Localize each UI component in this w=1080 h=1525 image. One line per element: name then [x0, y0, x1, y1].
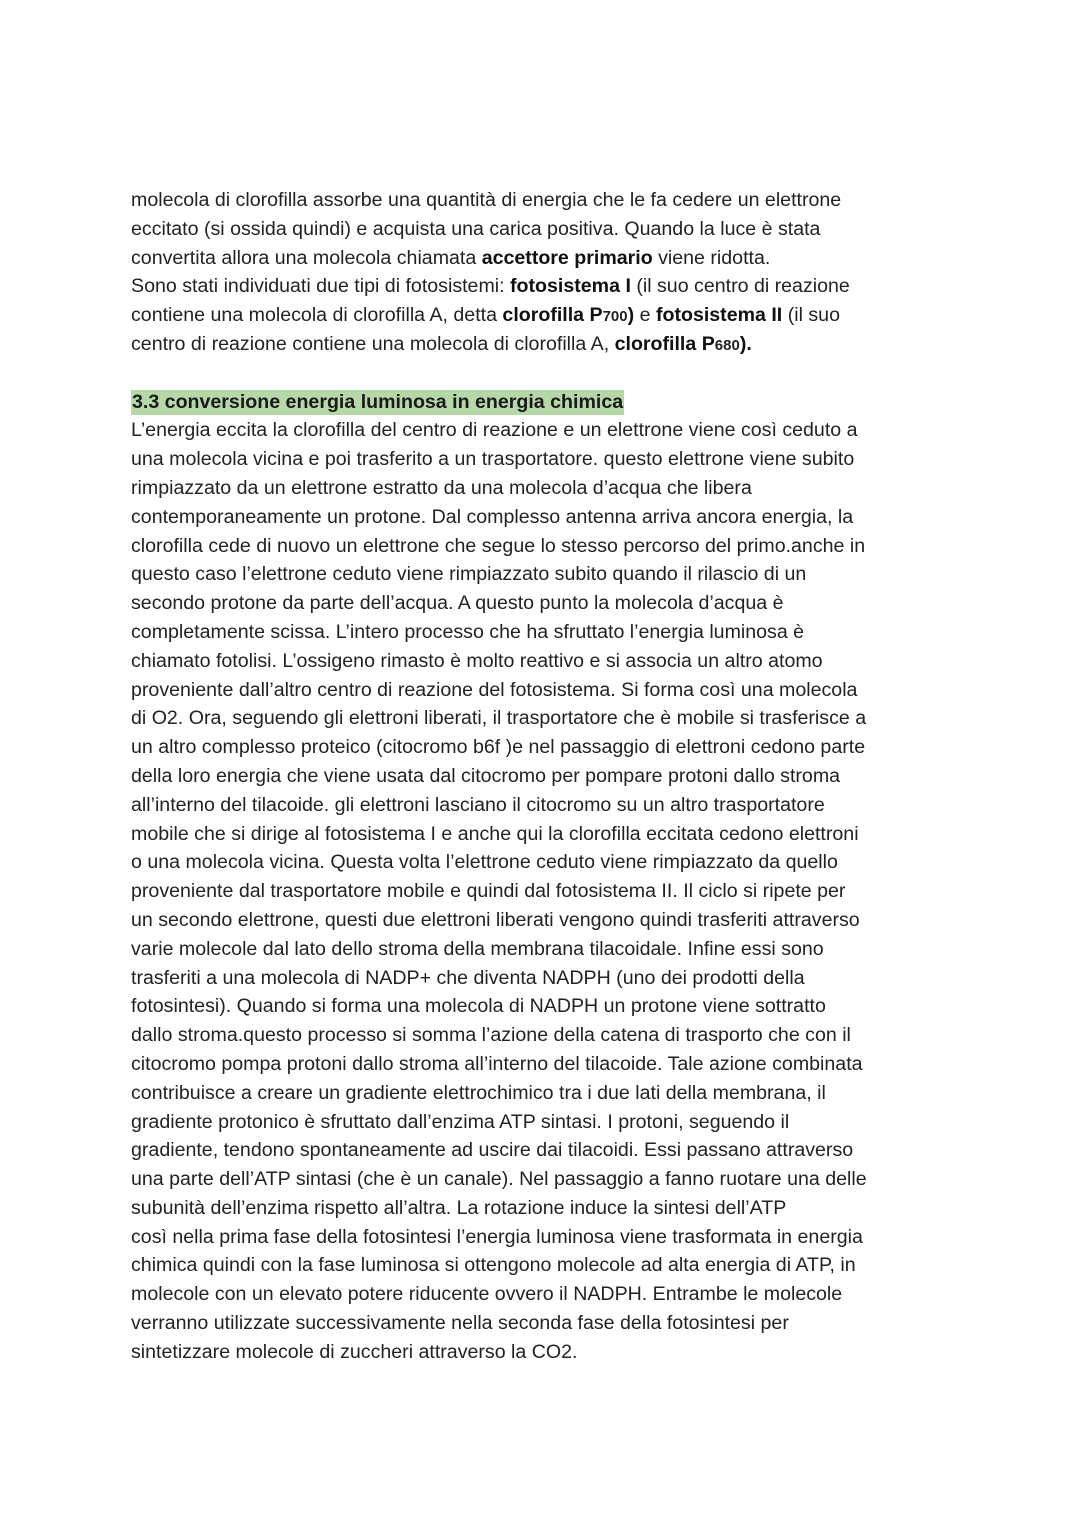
paragraph-line	[131, 330, 961, 359]
paragraph-line: secondo protone da parte dell’acqua. A questo punto la molecola d’acqua è	[131, 592, 784, 615]
paragraph-line: un altro complesso proteico (citocromo b6f )e nel passaggio di elettroni cedono parte	[131, 736, 866, 759]
paragraph-line: verranno utilizzate successivamente nella seconda fase della fotosintesi per	[131, 1312, 789, 1335]
paragraph-line: mobile che si dirige al fotosistema I e anche qui la clorofilla eccitata cedono elettroni	[131, 822, 859, 845]
text-run: contiene una molecola di clorofilla A, detta	[131, 304, 503, 327]
paragraph-line: rimpiazzato da un elettrone estratto da una molecola d’acqua che libera	[131, 476, 752, 499]
term-clorofilla-p700: clorofilla P	[502, 304, 603, 327]
paragraph-line	[131, 272, 961, 301]
paragraph-line: varie molecole dal lato dello stroma della membrana tilacoidale. Infine essi sono	[131, 937, 824, 960]
text-run: ).	[739, 332, 752, 355]
term-fotosistema-ii: fotosistema II	[655, 304, 783, 327]
text-run: (il suo	[782, 304, 840, 327]
paragraph-line: contemporaneamente un protone. Dal complesso antenna arriva ancora energia, la	[131, 505, 854, 528]
text-run: )	[627, 304, 635, 327]
section-heading: 3.3 conversione energia luminosa in energia chimica	[132, 390, 624, 413]
text-run: convertita allora una molecola chiamata	[131, 246, 482, 269]
paragraph-line: o una molecola vicina. Questa volta l’elettrone ceduto viene rimpiazzato da quello	[131, 851, 838, 874]
paragraph-line: proveniente dall’altro centro di reazione del fotosistema. Si forma così una molecola	[131, 678, 858, 701]
text-run: centro di reazione contiene una molecola di clorofilla A,	[131, 332, 615, 355]
paragraph-line: molecole con un elevato potere riducente ovvero il NADPH. Entrambe le molecole	[131, 1283, 843, 1306]
paragraph-line	[131, 301, 961, 330]
paragraph-line	[131, 244, 961, 273]
paragraph-line: completamente scissa. L’intero processo che ha sfruttato l’energia luminosa è	[131, 620, 805, 643]
document-page	[131, 186, 961, 1367]
paragraph-line: un secondo elettrone, questi due elettroni liberati vengono quindi trasferiti attraverso	[131, 908, 860, 931]
text-run: e	[634, 304, 656, 327]
paragraph-line: chiamato fotolisi. L’ossigeno rimasto è molto reattivo e si associa un altro atomo	[131, 649, 823, 672]
text-run: (il suo centro di reazione	[630, 275, 850, 298]
text-run: Sono stati individuati due tipi di fotosistemi:	[131, 275, 511, 298]
paragraph-line: eccitato (si ossida quindi) e acquista una carica positiva. Quando la luce è stata	[131, 217, 821, 240]
section-heading-line	[131, 388, 961, 417]
paragraph-line: dallo stroma.questo processo si somma l’azione della catena di trasporto che con il	[131, 1024, 851, 1047]
paragraph-line: una parte dell’ATP sintasi (che è un canale). Nel passaggio a fanno ruotare una delle	[131, 1168, 867, 1191]
paragraph-line: gradiente protonico è sfruttato dall’enzima ATP sintasi. I protoni, seguendo il	[131, 1110, 790, 1133]
paragraph-line: citocromo pompa protoni dallo stroma all’interno del tilacoide. Tale azione combinata	[131, 1052, 863, 1075]
section-body	[131, 416, 961, 1366]
paragraph-line: così nella prima fase della fotosintesi l’energia luminosa viene trasformata in energia	[131, 1225, 863, 1248]
term-accettore-primario: accettore primario	[481, 246, 653, 269]
paragraph-line: L’energia eccita la clorofilla del centro di reazione e un elettrone viene così ceduto a	[131, 419, 858, 442]
term-clorofilla-p680: clorofilla P	[614, 332, 715, 355]
paragraph-line: di O2. Ora, seguendo gli elettroni liberati, il trasportatore che è mobile si trasferisce a	[131, 707, 867, 730]
blank-line	[131, 359, 961, 388]
subscript-680: 680	[714, 336, 740, 354]
paragraph-line: una molecola vicina e poi trasferito a un trasportatore. questo elettrone viene subito	[131, 448, 855, 471]
term-fotosistema-i: fotosistema I	[510, 275, 631, 298]
paragraph-line: questo caso l’elettrone ceduto viene rimpiazzato subito quando il rilascio di un	[131, 563, 807, 586]
paragraph-line: fotosintesi). Quando si forma una molecola di NADPH un protone viene sottratto	[131, 995, 826, 1018]
text-run: viene ridotta.	[652, 246, 771, 269]
paragraph-line: gradiente, tendono spontaneamente ad uscire dai tilacoidi. Essi passano attraverso	[131, 1139, 854, 1162]
paragraph-line: sintetizzare molecole di zuccheri attraverso la CO2.	[131, 1340, 578, 1363]
paragraph-line: subunità dell’enzima rispetto all’altra. La rotazione induce la sintesi dell’ATP	[131, 1196, 787, 1219]
paragraph-line: proveniente dal trasportatore mobile e quindi dal fotosistema II. Il ciclo si ripete per	[131, 880, 846, 903]
subscript-700: 700	[602, 308, 628, 326]
paragraph-line: chimica quindi con la fase luminosa si ottengono molecole ad alta energia di ATP, in	[131, 1254, 856, 1277]
paragraph-line: della loro energia che viene usata dal citocromo per pompare protoni dallo stroma	[131, 764, 841, 787]
paragraph-line: contribuisce a creare un gradiente elettrochimico tra i due lati della membrana, il	[131, 1081, 826, 1104]
paragraph-line: all’interno del tilacoide. gli elettroni lasciano il citocromo su un altro trasportatore	[131, 793, 825, 816]
paragraph-line: clorofilla cede di nuovo un elettrone che segue lo stesso percorso del primo.anche in	[131, 534, 866, 557]
paragraph-line: molecola di clorofilla assorbe una quantità di energia che le fa cedere un elettrone	[131, 189, 842, 211]
paragraph-line: trasferiti a una molecola di NADP+ che diventa NADPH (uno dei prodotti della	[131, 966, 805, 989]
